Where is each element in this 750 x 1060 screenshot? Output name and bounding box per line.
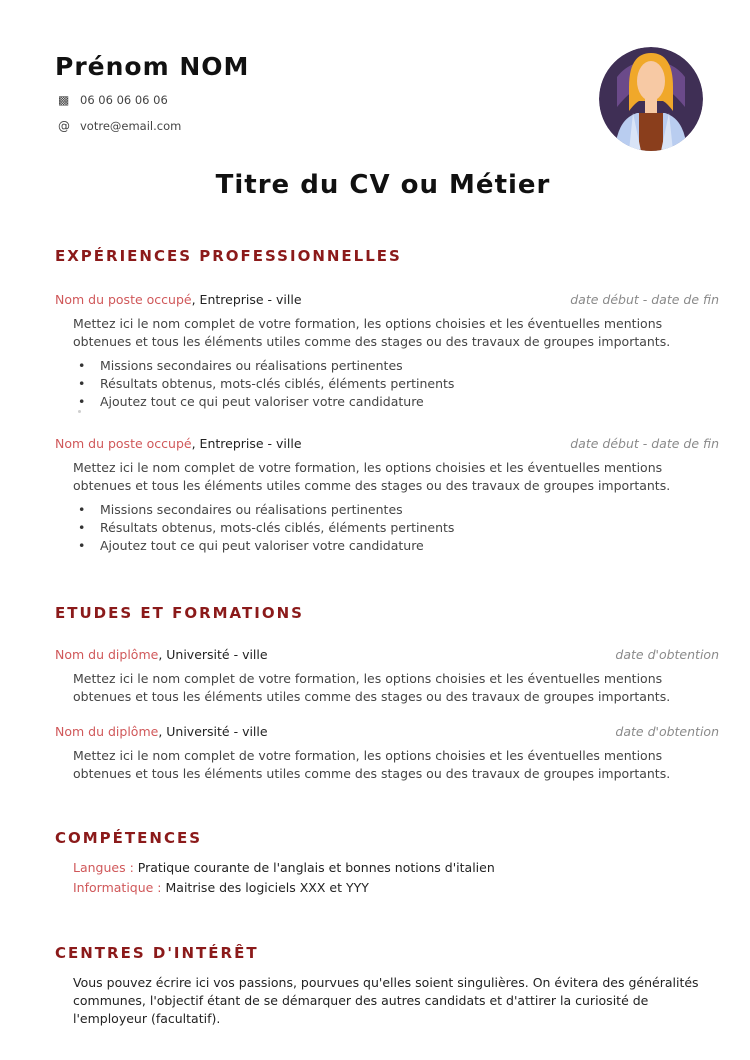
job-row [55,292,719,310]
list-item: • Missions secondaires ou réalisations pertinentes [78,357,454,375]
degree-name: Nom du diplôme [55,724,159,739]
degree-date: date d'obtention [615,647,719,662]
interests-heading: CENTRES D'INTÉRÊT [55,944,259,962]
avatar [599,47,703,151]
job-row [55,436,719,454]
job-company: , Entreprise - ville [191,292,302,307]
job-dates: date début - date de fin [570,436,719,451]
skill-key: Informatique : [73,880,162,895]
job-dates: date début - date de fin [570,292,719,307]
skill-key: Langues : [73,860,134,875]
job-company: , Entreprise - ville [191,436,302,451]
degree-row [55,647,719,665]
candidate-name: Prénom NOM [55,52,250,81]
skill-value: Maitrise des logiciels XXX et YYY [161,880,369,895]
degree-row [55,724,719,742]
degree-name: Nom du diplôme [55,647,159,662]
education-heading: ETUDES ET FORMATIONS [55,604,304,622]
job-bullets [78,501,454,554]
degree-date: date d'obtention [615,724,719,739]
skill-languages [73,860,495,875]
cv-title: Titre du CV ou Métier [215,170,551,200]
email-address: votre@email.com [80,119,182,133]
job-description: Mettez ici le nom complet de votre formation, les options choisies et les éventuelles mentions obtenues et tous les éléments utiles comme des stages ou des travaux de groupes importants. [73,460,671,493]
phone-line [58,93,168,107]
degree-school: , Université - ville [158,647,268,662]
list-item: • Missions secondaires ou réalisations pertinentes [78,501,454,519]
list-item: • Résultats obtenus, mots-clés ciblés, éléments pertinents [78,519,454,537]
experience-heading: EXPÉRIENCES PROFESSIONNELLES [55,247,402,265]
degree-description: Mettez ici le nom complet de votre formation, les options choisies et les éventuelles mentions obtenues et tous les éléments utiles comme des stages ou des travaux de groupes importants. [73,748,671,781]
skill-value: Pratique courante de l'anglais et bonnes notions d'italien [133,860,495,875]
degree-description: Mettez ici le nom complet de votre formation, les options choisies et les éventuelles mentions obtenues et tous les éléments utiles comme des stages ou des travaux de groupes importants. [73,671,671,704]
interests-text: Vous pouvez écrire ici vos passions, pourvues qu'elles soient singulières. On évitera des généralités communes, l'objectif étant de se démarquer des autres candidats et d'attirer la curiosité de l'employeur (facultatif). [73,975,699,1026]
phone-number: 06 06 06 06 06 [80,93,168,107]
list-item: • Ajoutez tout ce qui peut valoriser votre candidature [78,537,454,555]
list-item: • Ajoutez tout ce qui peut valoriser votre candidature [78,393,454,411]
degree-school: , Université - ville [158,724,268,739]
list-item: • Résultats obtenus, mots-clés ciblés, éléments pertinents [78,375,454,393]
job-role: Nom du poste occupé [55,436,192,451]
job-bullets [78,357,454,410]
skills-heading: COMPÉTENCES [55,829,203,847]
job-role: Nom du poste occupé [55,292,192,307]
job-description: Mettez ici le nom complet de votre formation, les options choisies et les éventuelles mentions obtenues et tous les éléments utiles comme des stages ou des travaux de groupes importants. [73,316,671,349]
phone-icon: ▩ [58,93,70,107]
email-line [58,119,181,133]
empty-bullet-dot [78,410,81,413]
skill-it [73,880,369,895]
at-icon: @ [58,119,70,133]
